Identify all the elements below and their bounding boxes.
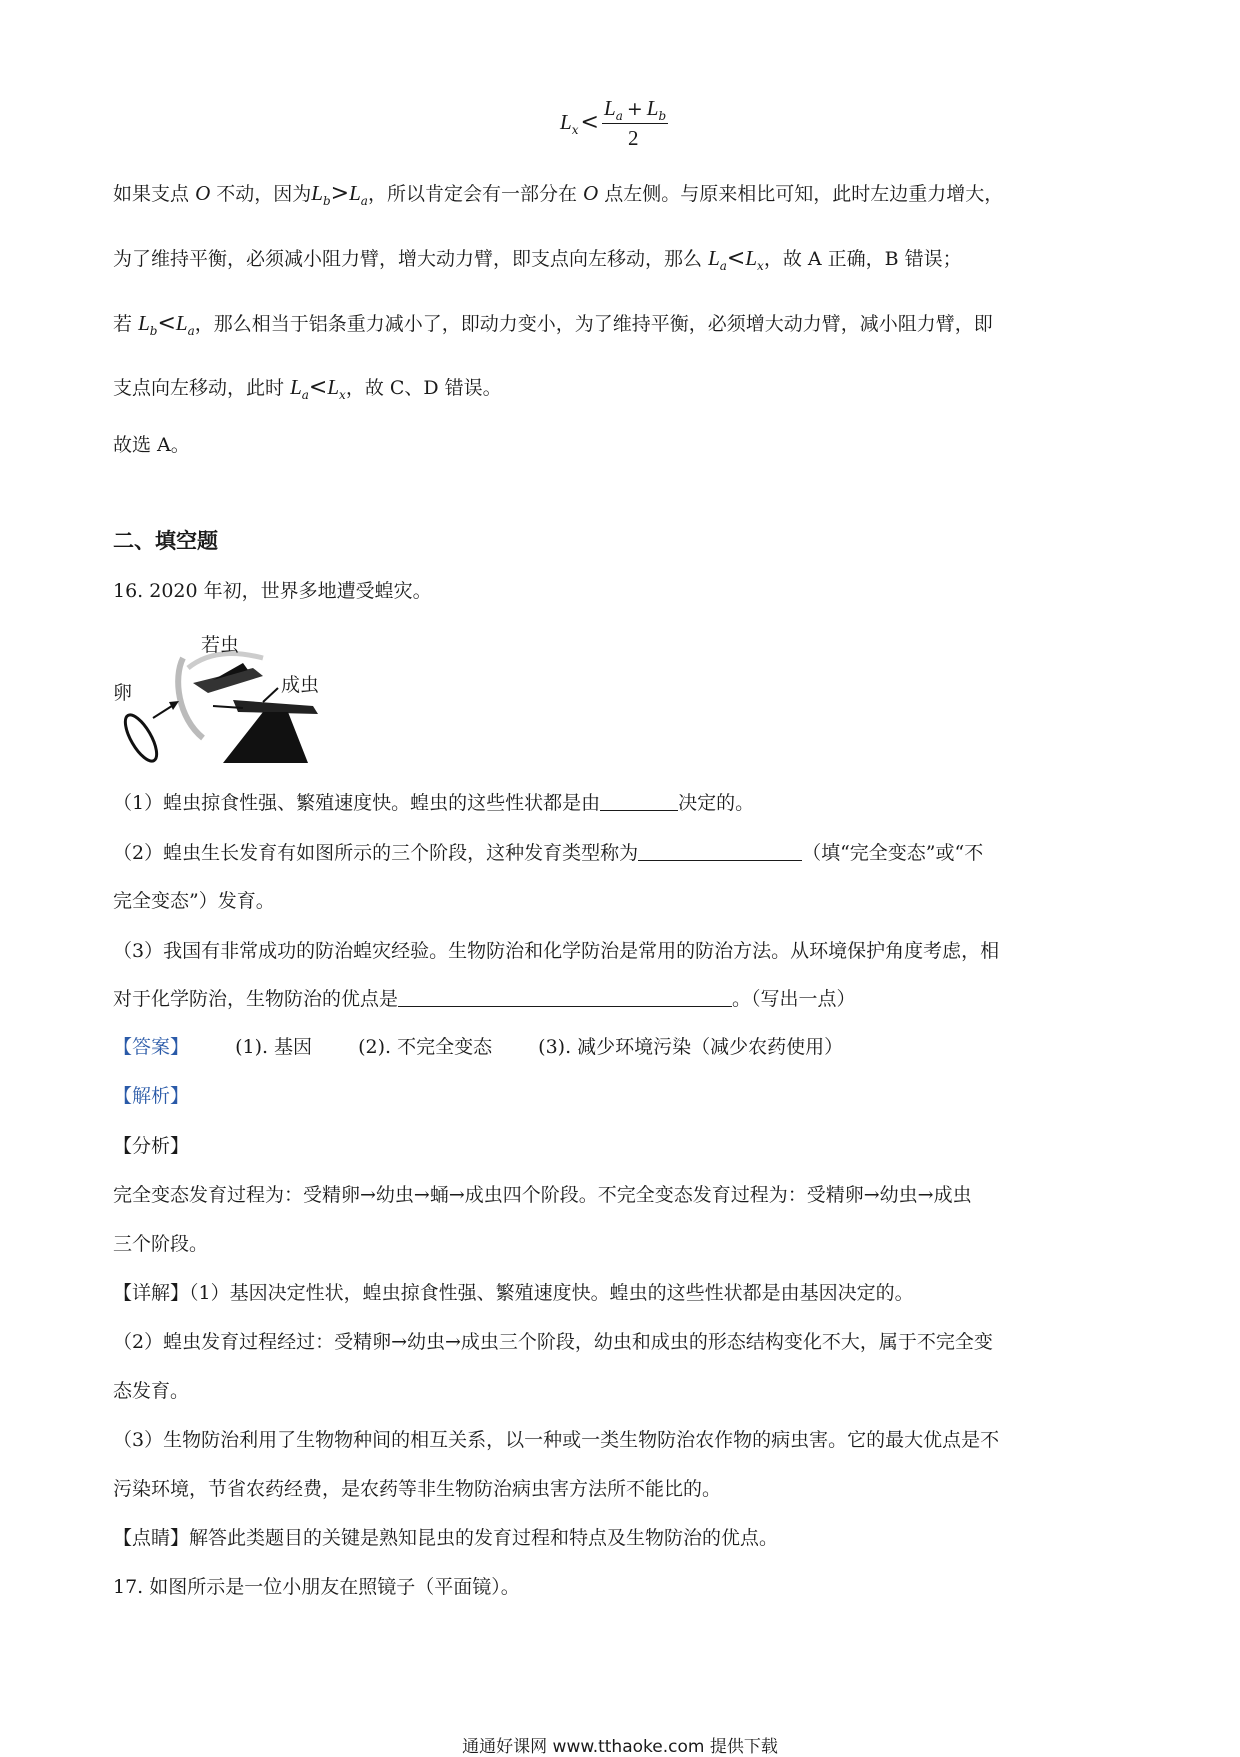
dianjing-line: 【点睛】解答此类题目的关键是熟知昆虫的发育过程和特点及生物防治的优点。 <box>113 1527 779 1549</box>
detail-line4: （3）生物防治利用了生物物种间的相互关系，以一种或一类生物防治农作物的病虫害。它的最大优点是不 <box>113 1429 1000 1451</box>
fenxi-line2: 三个阶段。 <box>113 1233 209 1255</box>
detail-line1: 【详解】（1）基因决定性状，蝗虫掠食性强、繁殖速度快。蝗虫的这些性状都是由基因决定的。 <box>113 1282 914 1304</box>
section-title: 二、填空题 <box>113 529 218 553</box>
detail-line2: （2）蝗虫发育过程经过：受精卵→幼虫→成虫三个阶段，幼虫和成虫的形态结构变化不大，属于不完全变 <box>113 1331 993 1353</box>
q16-part1: （1）蝗虫掠食性强、繁殖速度快。蝗虫的这些性状都是由 决定的。 <box>113 792 755 814</box>
q17-stem: 17. 如图所示是一位小朋友在照镜子（平面镜）。 <box>113 1576 520 1598</box>
detail-line5: 污染环境，节省农药经费，是农药等非生物防治病虫害方法所不能比的。 <box>113 1478 722 1500</box>
page-footer: 通通好课网 www.tthaoke.com 提供下载 <box>462 1737 778 1757</box>
para1-line4: 支点向左移动，此时 $L_a<L_x$，故 C、D 错误。 <box>113 375 502 402</box>
q16-part3-line1: （3）我国有非常成功的防治蝗灾经验。生物防治和化学防治是常用的防治方法。从环境保护角度考虑，相 <box>113 940 1000 962</box>
fraction-bar <box>602 123 668 124</box>
q16-part2-line1: （2）蝗虫生长发育有如图所示的三个阶段，这种发育类型称为 （填“完全变态”或“不 <box>113 842 984 864</box>
para1-line3: 若 $L_b<L_a$，那么相当于铝条重力减小了，即动力变小，为了维持平衡，必须增大动力臂，减小阻力臂，即 <box>113 311 993 338</box>
blank-1[interactable] <box>600 792 678 811</box>
locust-lifecycle-figure <box>113 628 353 768</box>
q16-answer: 【答案】 (1). 基因 (2). 不完全变态 (3). 减少环境污染（减少农药使用） <box>113 1036 844 1058</box>
fenxi-line1: 完全变态发育过程为：受精卵→幼虫→蛹→成虫四个阶段。不完全变态发育过程为：受精卵→幼虫→成虫 <box>113 1184 972 1206</box>
blank-2[interactable] <box>638 842 802 861</box>
blank-3[interactable] <box>398 988 732 1007</box>
para1-line1: 如果支点 O 不动，因为$L_b>L_a$，所以肯定会有一部分在 O 点左侧。与原来相比可知，此时左边重力增大， <box>113 181 1004 208</box>
figure-label-nymph: 若虫 <box>201 634 240 656</box>
fenxi-tag: 【分析】 <box>113 1135 190 1157</box>
figure-label-adult: 成虫 <box>281 674 320 696</box>
q16-stem: 16. 2020 年初，世界多地遭受蝗灾。 <box>113 580 432 602</box>
para1-line5: 故选 A。 <box>113 434 190 456</box>
answer-tag: 【答案】 <box>113 1036 190 1058</box>
q16-part3-line2: 对于化学防治，生物防治的优点是 。（写出一点） <box>113 988 856 1010</box>
detail-line3: 态发育。 <box>113 1380 190 1402</box>
formula-lhs: $L_x<$ <box>560 110 599 137</box>
para1-line2: 为了维持平衡，必须减小阻力臂，增大动力臂，即支点向左移动，那么 $L_a<L_x$，故 A 正确，B 错误； <box>113 246 962 273</box>
formula-denominator: 2 <box>628 126 639 150</box>
q16-part2-line2: 完全变态”）发育。 <box>113 890 275 912</box>
analysis-tag: 【解析】 <box>113 1085 190 1107</box>
figure-label-egg: 卵 <box>113 682 133 704</box>
formula-block <box>560 96 680 160</box>
formula-numerator: $L_a + L_b$ <box>604 96 667 123</box>
